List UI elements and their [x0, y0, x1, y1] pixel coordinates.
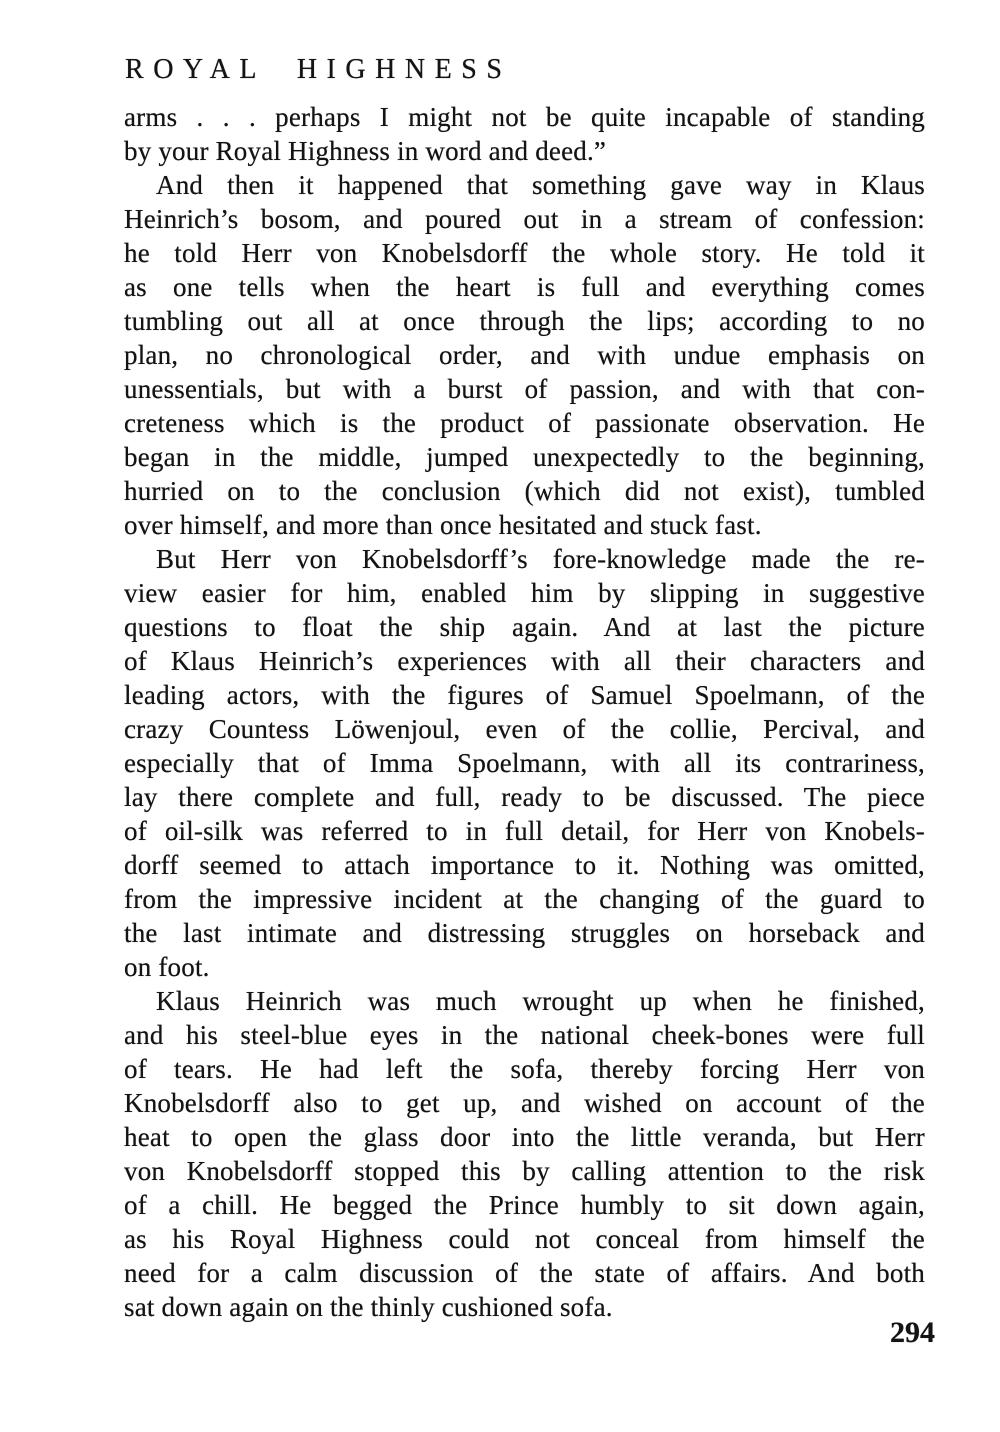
text-line: of a chill. He begged the Prince humbly to sit down again, — [124, 1190, 925, 1220]
text-line: and his steel-blue eyes in the national cheek-bones were full — [124, 1020, 925, 1050]
text-line: view easier for him, enabled him by slipping in suggestive — [124, 578, 925, 608]
body-text — [124, 100, 925, 1324]
text-line: the last intimate and distressing struggles on horseback and — [124, 918, 925, 948]
running-header: ROYAL HIGHNESS — [125, 54, 512, 85]
text-line: questions to float the ship again. And at last the picture — [124, 612, 925, 642]
text-line: he told Herr von Knobelsdorff the whole story. He told it — [124, 238, 925, 268]
text-line: Heinrich’s bosom, and poured out in a stream of confession: — [124, 204, 925, 234]
text-line: over himself, and more than once hesitated and stuck fast. — [124, 510, 762, 540]
text-line: plan, no chronological order, and with undue emphasis on — [124, 340, 925, 370]
text-line: But Herr von Knobelsdorff’s fore-knowledge made the re- — [156, 544, 925, 574]
text-line: leading actors, with the figures of Samuel Spoelmann, of the — [124, 680, 925, 710]
text-line: sat down again on the thinly cushioned sofa. — [124, 1292, 613, 1322]
text-line: on foot. — [124, 952, 210, 982]
text-line: by your Royal Highness in word and deed.” — [124, 136, 607, 166]
text-line: from the impressive incident at the changing of the guard to — [124, 884, 925, 914]
page-number: 294 — [890, 1316, 935, 1349]
text-line: Klaus Heinrich was much wrought up when he finished, — [156, 986, 925, 1016]
text-line: of Klaus Heinrich’s experiences with all their characters and — [124, 646, 925, 676]
text-line: as his Royal Highness could not conceal from himself the — [124, 1224, 925, 1254]
text-line: hurried on to the conclusion (which did not exist), tumbled — [124, 476, 925, 506]
text-line: unessentials, but with a burst of passion, and with that con- — [124, 374, 925, 404]
text-line: Knobelsdorff also to get up, and wished on account of the — [124, 1088, 925, 1118]
text-line: of oil-silk was referred to in full detail, for Herr von Knobels- — [124, 816, 925, 846]
text-line: dorff seemed to attach importance to it. Nothing was omitted, — [124, 850, 925, 880]
text-line: especially that of Imma Spoelmann, with all its contrariness, — [124, 748, 925, 778]
text-line: arms . . . perhaps I might not be quite incapable of standing — [124, 102, 925, 132]
text-line: heat to open the glass door into the little veranda, but Herr — [124, 1122, 925, 1152]
text-line: as one tells when the heart is full and everything comes — [124, 272, 925, 302]
text-line: need for a calm discussion of the state of affairs. And both — [124, 1258, 925, 1288]
text-line: began in the middle, jumped unexpectedly to the beginning, — [124, 442, 925, 472]
text-line: lay there complete and full, ready to be discussed. The piece — [124, 782, 925, 812]
text-line: crazy Countess Löwenjoul, even of the collie, Percival, and — [124, 714, 925, 744]
text-line: creteness which is the product of passionate observation. He — [124, 408, 925, 438]
text-line: von Knobelsdorff stopped this by calling attention to the risk — [124, 1156, 925, 1186]
text-line: tumbling out all at once through the lips; according to no — [124, 306, 925, 336]
text-line: of tears. He had left the sofa, thereby forcing Herr von — [124, 1054, 925, 1084]
text-line: And then it happened that something gave way in Klaus — [156, 170, 925, 200]
